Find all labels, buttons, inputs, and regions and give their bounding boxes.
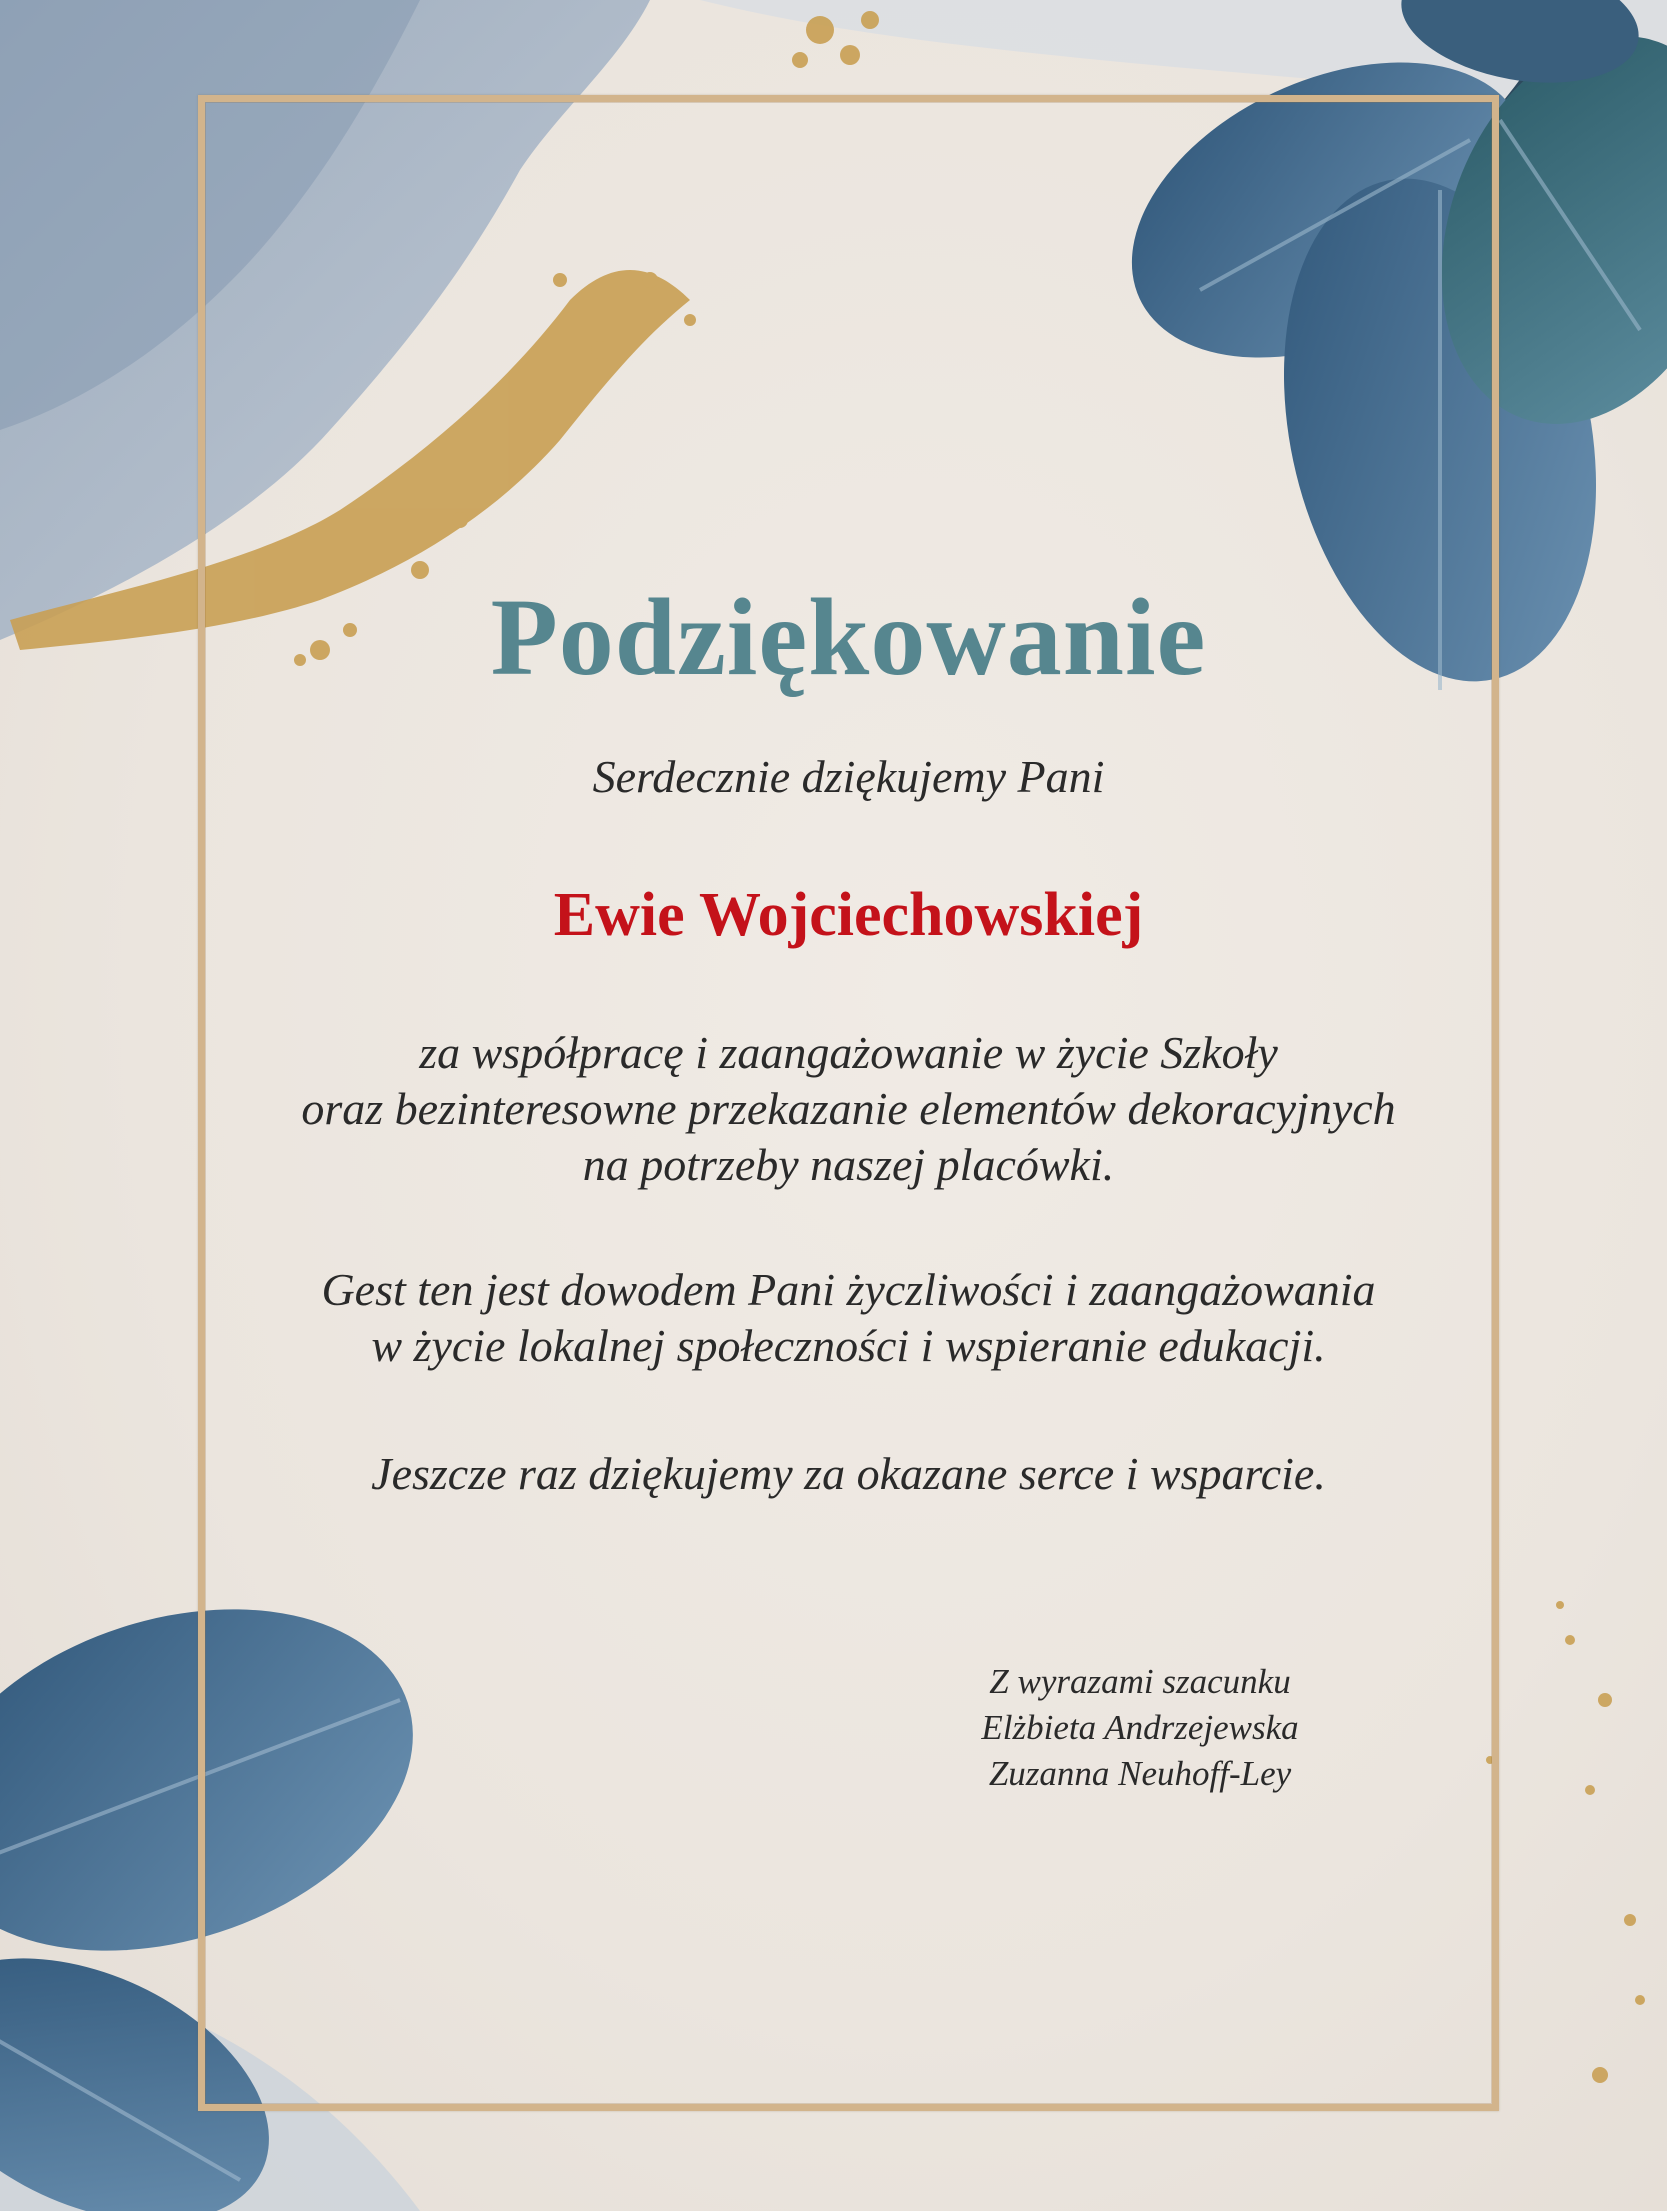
paragraph-line: za współpracę i zaangażowanie w życie Szkoły (419, 1027, 1278, 1078)
intro-line: Serdecznie dziękujemy Pani (592, 751, 1105, 802)
paragraph-line: Gest ten jest dowodem Pani życzliwości i zaangażowania (321, 1264, 1376, 1315)
paragraph-cooperation (198, 1025, 1499, 1193)
signature-block (880, 1659, 1400, 1797)
paragraph-line: oraz bezinteresowne przekazanie elementów dekoracyjnych (301, 1083, 1396, 1134)
certificate-title: Podziękowanie (490, 576, 1207, 698)
signer-name: Zuzanna Neuhoff-Ley (988, 1754, 1292, 1793)
recipient-name: Ewie Wojciechowskiej (553, 881, 1144, 949)
paragraph-gesture (198, 1262, 1499, 1374)
paragraph-line: na potrzeby naszej placówki. (582, 1139, 1115, 1190)
paragraph-line: w życie lokalnej społeczności i wspieranie edukacji. (371, 1320, 1326, 1371)
paragraph-closing-thanks: Jeszcze raz dziękujemy za okazane serce i wsparcie. (371, 1448, 1326, 1499)
signer-name: Elżbieta Andrzejewska (981, 1708, 1299, 1747)
signature-closing: Z wyrazami szacunku (989, 1662, 1291, 1701)
